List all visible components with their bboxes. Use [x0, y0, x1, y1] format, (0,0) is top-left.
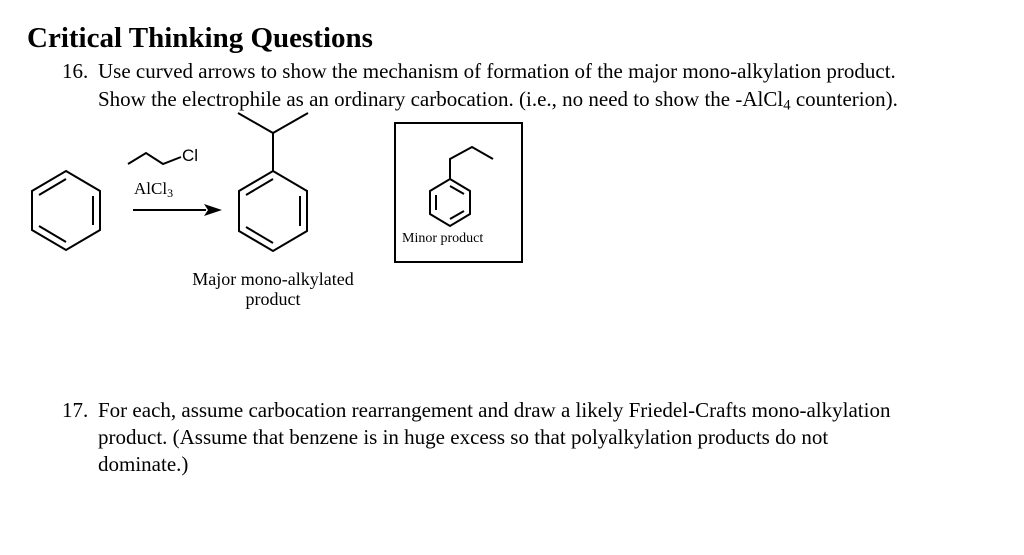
- reagent-label: [134, 179, 173, 199]
- question-16-line-1: Use curved arrows to show the mechanism of formation of the major mono-alkylation product.: [98, 59, 896, 83]
- question-17-line-3: dominate.): [98, 452, 189, 476]
- reaction-arrow: [133, 204, 222, 216]
- major-product-label-line-2: product: [245, 289, 301, 309]
- benzene-reactant: [32, 171, 100, 250]
- question-16-subscript: 4: [783, 97, 791, 114]
- major-product-label-line-1: Major mono-alkylated: [192, 269, 354, 289]
- question-16-number: 16.: [62, 59, 89, 83]
- reagent-subscript: 3: [167, 185, 174, 200]
- question-16-line-2-text: Show the electrophile as an ordinary carbocation. (i.e., no need to show the -AlCl: [98, 87, 784, 111]
- question-17-number: 17.: [62, 398, 89, 422]
- question-17-line-2: product. (Assume that benzene is in huge excess so that polyalkylation products do not: [98, 425, 829, 449]
- minor-product-label: Minor product: [402, 231, 484, 246]
- chlorine-label: Cl: [182, 146, 199, 165]
- question-17-line-1: For each, assume carbocation rearrangement and draw a likely Friedel-Crafts mono-alkylation: [98, 398, 891, 422]
- section-heading: Critical Thinking Questions: [27, 22, 373, 54]
- reagent-text: AlCl: [134, 179, 168, 198]
- major-product-label: [178, 269, 368, 309]
- major-product-structure: [238, 113, 308, 251]
- question-16-line-2-end: counterion).: [790, 87, 898, 111]
- chloropropane-skeleton: [128, 153, 181, 164]
